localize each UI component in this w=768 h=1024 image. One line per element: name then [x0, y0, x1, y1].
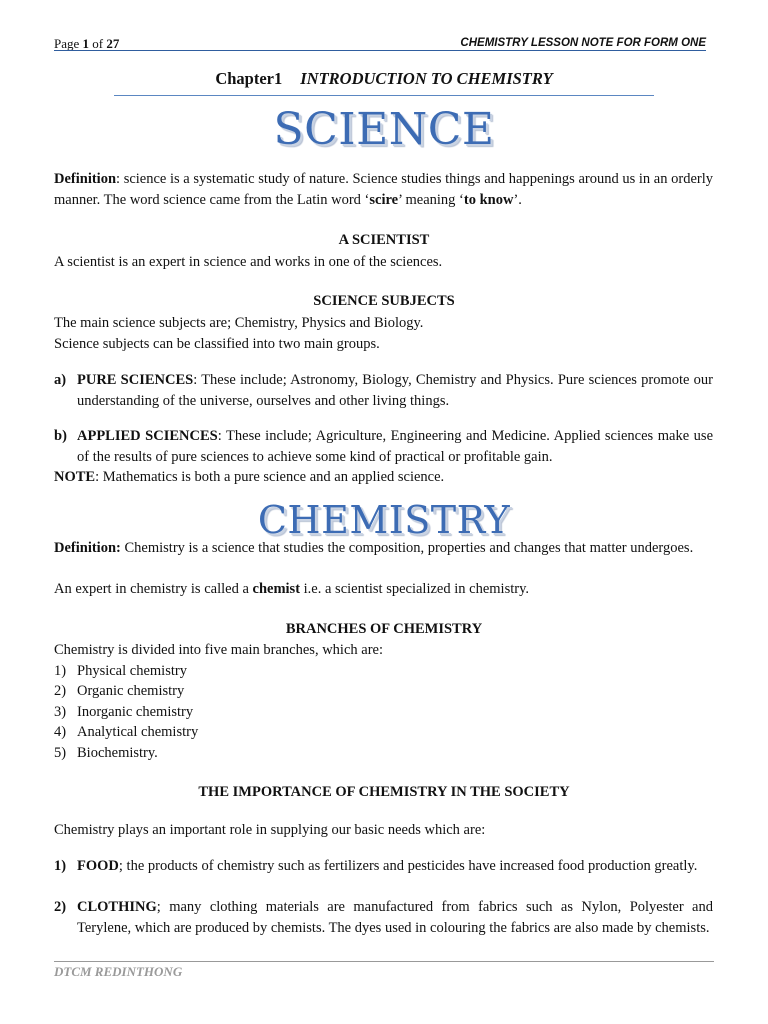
food-text: ; the products of chemistry such as fertilizers and pesticides have increased food production greatly. [118, 858, 698, 874]
footer-divider [54, 961, 714, 962]
list-marker: 1) [54, 663, 67, 679]
food-label: FOOD [77, 858, 119, 874]
chapter-label: Chapter1 [215, 69, 283, 88]
scientist-text: A scientist is an expert in science and works in one of the sciences. [54, 254, 443, 270]
subjects-line-1: The main science subjects are; Chemistry, Physics and Biology. [54, 315, 424, 331]
definition-label: Definition: [54, 540, 121, 556]
page-of: of [92, 36, 104, 51]
chemist-word: chemist [252, 581, 301, 597]
branches-intro: Chemistry is divided into five main branches, which are: [54, 642, 383, 658]
chapter-divider [114, 95, 654, 96]
pure-sciences-label: PURE SCIENCES [77, 372, 194, 388]
definition-text-3: ’. [513, 191, 522, 208]
clothing-text: ; many clothing materials are manufactured from fabrics such as Nylon, Polyester and Terylene, which are produced by chemists. The dyes used in colouring the fabrics are also made by chemists. [77, 899, 713, 936]
list-marker: a) [54, 372, 67, 388]
header-divider [54, 50, 706, 51]
list-item [54, 722, 713, 743]
footer-author: DTCM REDINTHONG [54, 964, 183, 979]
list-marker: 1) [54, 858, 67, 874]
chapter-heading [0, 69, 768, 89]
document-title: CHEMISTRY LESSON NOTE FOR FORM ONE [460, 37, 706, 49]
chemistry-heading: CHEMISTRY [257, 498, 511, 542]
list-item [54, 426, 713, 467]
importance-intro: Chemistry plays an important role in supplying our basic needs which are: [54, 822, 486, 838]
list-item [54, 370, 713, 411]
page-number: 1 [82, 36, 90, 51]
science-definition [54, 169, 713, 210]
list-item [54, 743, 713, 764]
scientist-heading: A SCIENTIST [338, 232, 430, 248]
chapter-title: INTRODUCTION TO CHEMISTRY [300, 69, 553, 88]
clothing-label: CLOTHING [77, 899, 157, 915]
list-marker: 3) [54, 704, 67, 720]
chemist-text-1: An expert in chemistry is called a [54, 581, 253, 597]
branch-text: Inorganic chemistry [77, 704, 194, 720]
note-text: : Mathematics is both a pure science and an applied science. [95, 469, 445, 485]
branch-text: Analytical chemistry [77, 724, 199, 740]
science-heading: SCIENCE [273, 104, 495, 155]
definition-text: : science is a systematic study of nature. Science studies things and happenings around us in an orderly manner. The word science came from the Latin word ‘ [54, 171, 713, 208]
definition-text: Chemistry is a science that studies the composition, properties and changes that matter undergoes. [120, 540, 694, 556]
list-item [54, 702, 713, 723]
subjects-heading: SCIENCE SUBJECTS [313, 293, 455, 309]
list-item [54, 897, 713, 938]
note [54, 467, 713, 488]
page-prefix: Page [54, 36, 80, 51]
latin-word: scire [369, 191, 399, 208]
chemistry-definition [54, 538, 713, 559]
definition-label: Definition [54, 171, 117, 187]
list-marker: b) [54, 428, 67, 444]
branch-text: Physical chemistry [77, 663, 187, 679]
note-label: NOTE [54, 469, 96, 485]
chemist-text-2: i.e. a scientist specialized in chemistry. [300, 581, 530, 597]
list-item [54, 681, 713, 702]
importance-heading: THE IMPORTANCE OF CHEMISTRY IN THE SOCIETY [198, 784, 570, 800]
branches-heading: BRANCHES OF CHEMISTRY [285, 621, 483, 637]
list-marker: 2) [54, 683, 67, 699]
applied-sciences-label: APPLIED SCIENCES [77, 428, 218, 444]
page-total: 27 [106, 36, 120, 51]
definition-text-2: ’ meaning ‘ [398, 191, 464, 208]
list-marker: 4) [54, 724, 67, 740]
pure-sciences-text: : These include; Astronomy, Biology, Chemistry and Physics. Pure sciences promote our understanding of the universe, ourselves and other living things. [77, 372, 714, 409]
branch-text: Organic chemistry [77, 683, 185, 699]
meaning-word: to know [463, 191, 514, 208]
chemist-text [54, 579, 713, 600]
subjects-line-2: Science subjects can be classified into two main groups. [54, 336, 380, 352]
branch-text: Biochemistry. [77, 745, 158, 761]
list-item [54, 661, 713, 682]
applied-sciences-text: : These include; Agriculture, Engineering and Medicine. Applied sciences make use of the results of pure sciences to achieve some kind of practical or profitable gain. [77, 428, 714, 465]
list-marker: 2) [54, 899, 67, 915]
list-marker: 5) [54, 745, 67, 761]
list-item [54, 856, 713, 877]
